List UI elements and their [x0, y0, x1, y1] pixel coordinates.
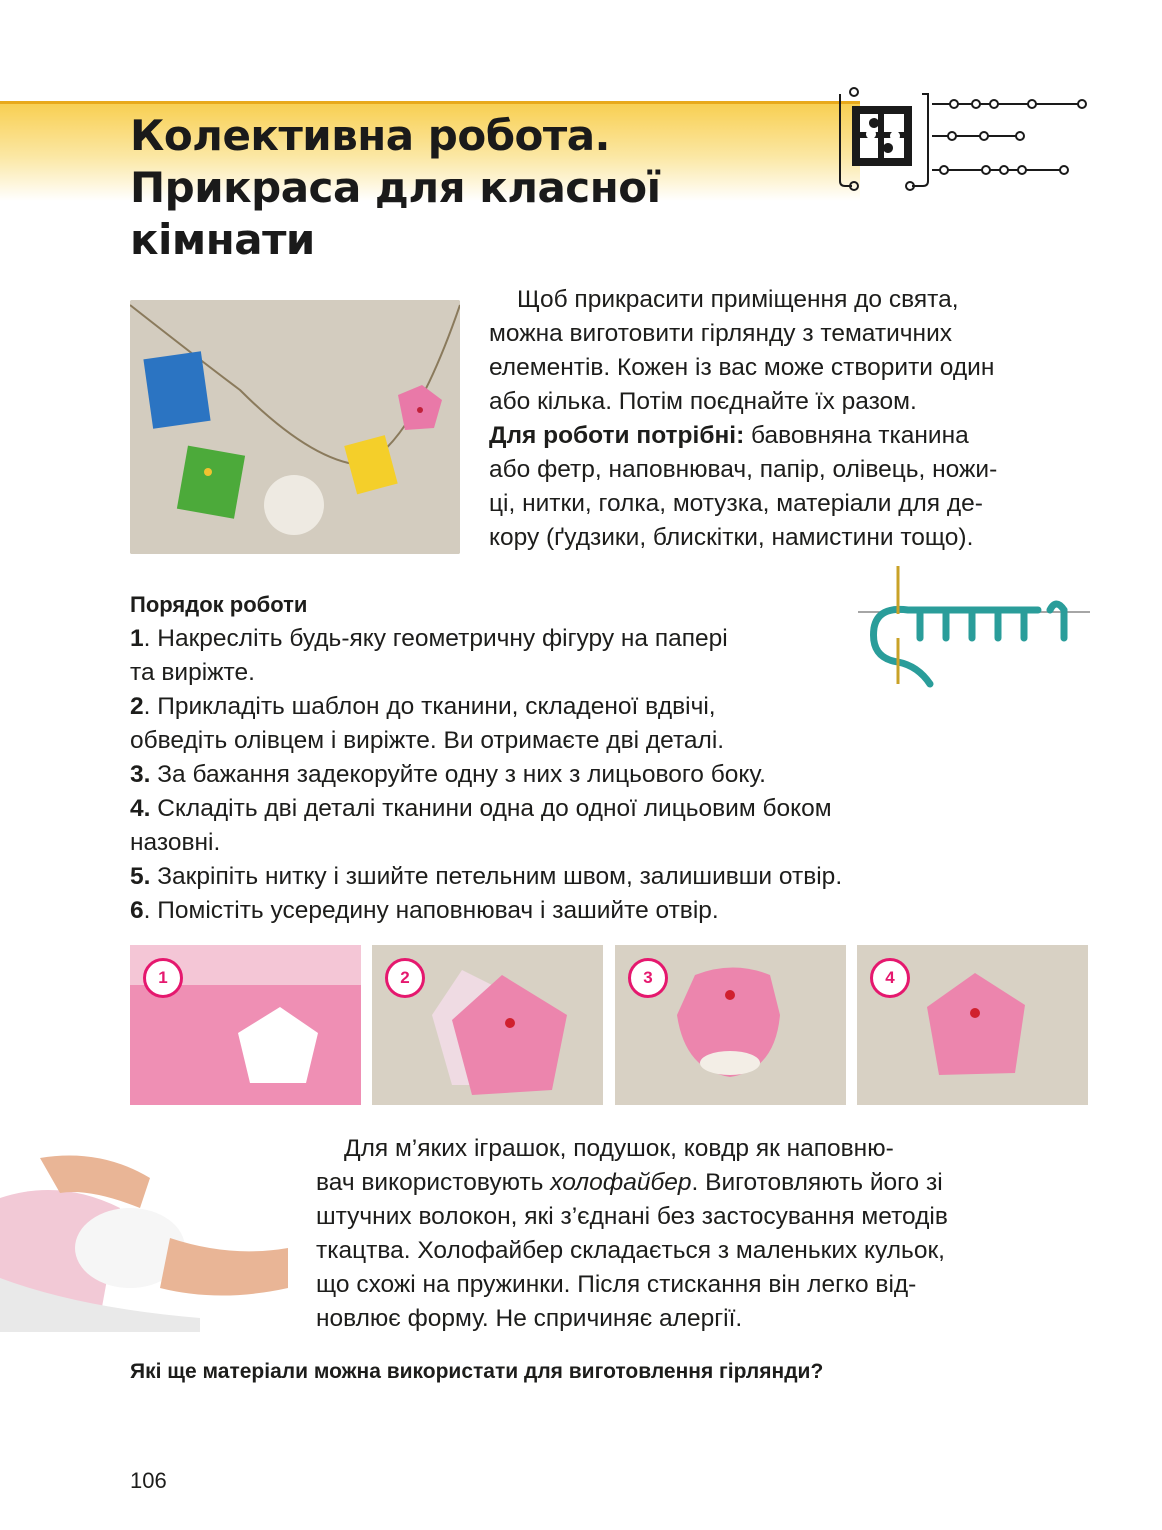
- step-number-badge: 4: [870, 958, 910, 998]
- materials-text: бавовняна тканина: [751, 422, 969, 449]
- procedure-heading: Порядок роботи: [130, 592, 308, 617]
- step-number-badge: 2: [385, 958, 425, 998]
- step-2: 2. Прикладіть шаблон до тканини, складеної вдвічі,: [130, 693, 716, 720]
- filler-line: вач використовують холофайбер. Виготовляють його зі: [316, 1169, 943, 1196]
- filler-line: штучних волокон, які з’єднані без застосування методів: [316, 1203, 948, 1230]
- intro-line: елементів. Кожен із вас може створити один: [489, 354, 995, 381]
- title-line-3: кімнати: [130, 215, 315, 264]
- step-2-cont: обведіть олівцем і виріжте. Ви отримаєте дві деталі.: [130, 727, 725, 754]
- step-number-badge: 3: [628, 958, 668, 998]
- title-rule: [0, 101, 860, 104]
- pillow-filling-photo: [0, 1138, 288, 1332]
- step-6: 6. Помістіть усередину наповнювач і зашийте отвір.: [130, 897, 719, 924]
- step-4: 4. Складіть дві деталі тканини одна до одної лицьовим боком: [130, 795, 832, 822]
- title-line-2: Прикраса для класної: [130, 163, 661, 212]
- step-5: 5. Закріпіть нитку і зшийте петельним швом, залишивши отвір.: [130, 863, 843, 890]
- step-photo-4: [857, 945, 1088, 1105]
- materials-line: або фетр, наповнювач, папір, олівець, ножи-: [489, 456, 998, 483]
- garland-photo: [130, 300, 460, 554]
- puzzle-circuit-icon: [832, 86, 1094, 192]
- step-4-cont: назовні.: [130, 829, 221, 856]
- title-line-1: Колективна робота.: [130, 111, 611, 160]
- filler-text: [316, 1132, 1089, 1336]
- page-title: [130, 110, 830, 266]
- intro-line: можна виготовити гірлянду з тематичних: [489, 320, 953, 347]
- filler-line: ткацтва. Холофайбер складається з маленьких кульок,: [316, 1237, 945, 1264]
- materials-line: кору (ґудзики, блискітки, намистини тощо).: [489, 524, 974, 551]
- step-photo-2: [372, 945, 603, 1105]
- holofiber-term: холофайбер: [550, 1169, 692, 1196]
- step-photo-3: [615, 945, 846, 1105]
- garland-illustration: [130, 300, 460, 554]
- review-question: Які ще матеріали можна використати для виготовлення гірлянди?: [130, 1360, 824, 1383]
- step-number-badge: 1: [143, 958, 183, 998]
- step-1-cont: та виріжте.: [130, 659, 255, 686]
- pillow-illustration: [0, 1138, 288, 1332]
- intro-line: або кілька. Потім поєднайте їх разом.: [489, 388, 917, 415]
- blanket-stitch-icon: [858, 566, 1090, 694]
- intro-text: [489, 283, 1089, 555]
- intro-line: Щоб прикрасити приміщення до свята,: [517, 286, 959, 313]
- filler-line: новлює форму. Не спричиняє алергії.: [316, 1305, 743, 1332]
- step-3: 3. За бажання задекоруйте одну з них з лицьового боку.: [130, 761, 766, 788]
- materials-line: [489, 419, 1089, 453]
- step-photo-1: [130, 945, 361, 1105]
- filler-line: Для м’яких іграшок, подушок, ковдр як наповню-: [344, 1135, 894, 1162]
- filler-line: що схожі на пружинки. Після стискання він легко від-: [316, 1271, 917, 1298]
- materials-line: ці, нитки, голка, мотузка, матеріали для де-: [489, 490, 983, 517]
- step-1: 1. Накресліть будь-яку геометричну фігуру на папері: [130, 625, 728, 652]
- materials-label: Для роботи потрібні:: [489, 422, 745, 449]
- page-number: 106: [130, 1468, 167, 1493]
